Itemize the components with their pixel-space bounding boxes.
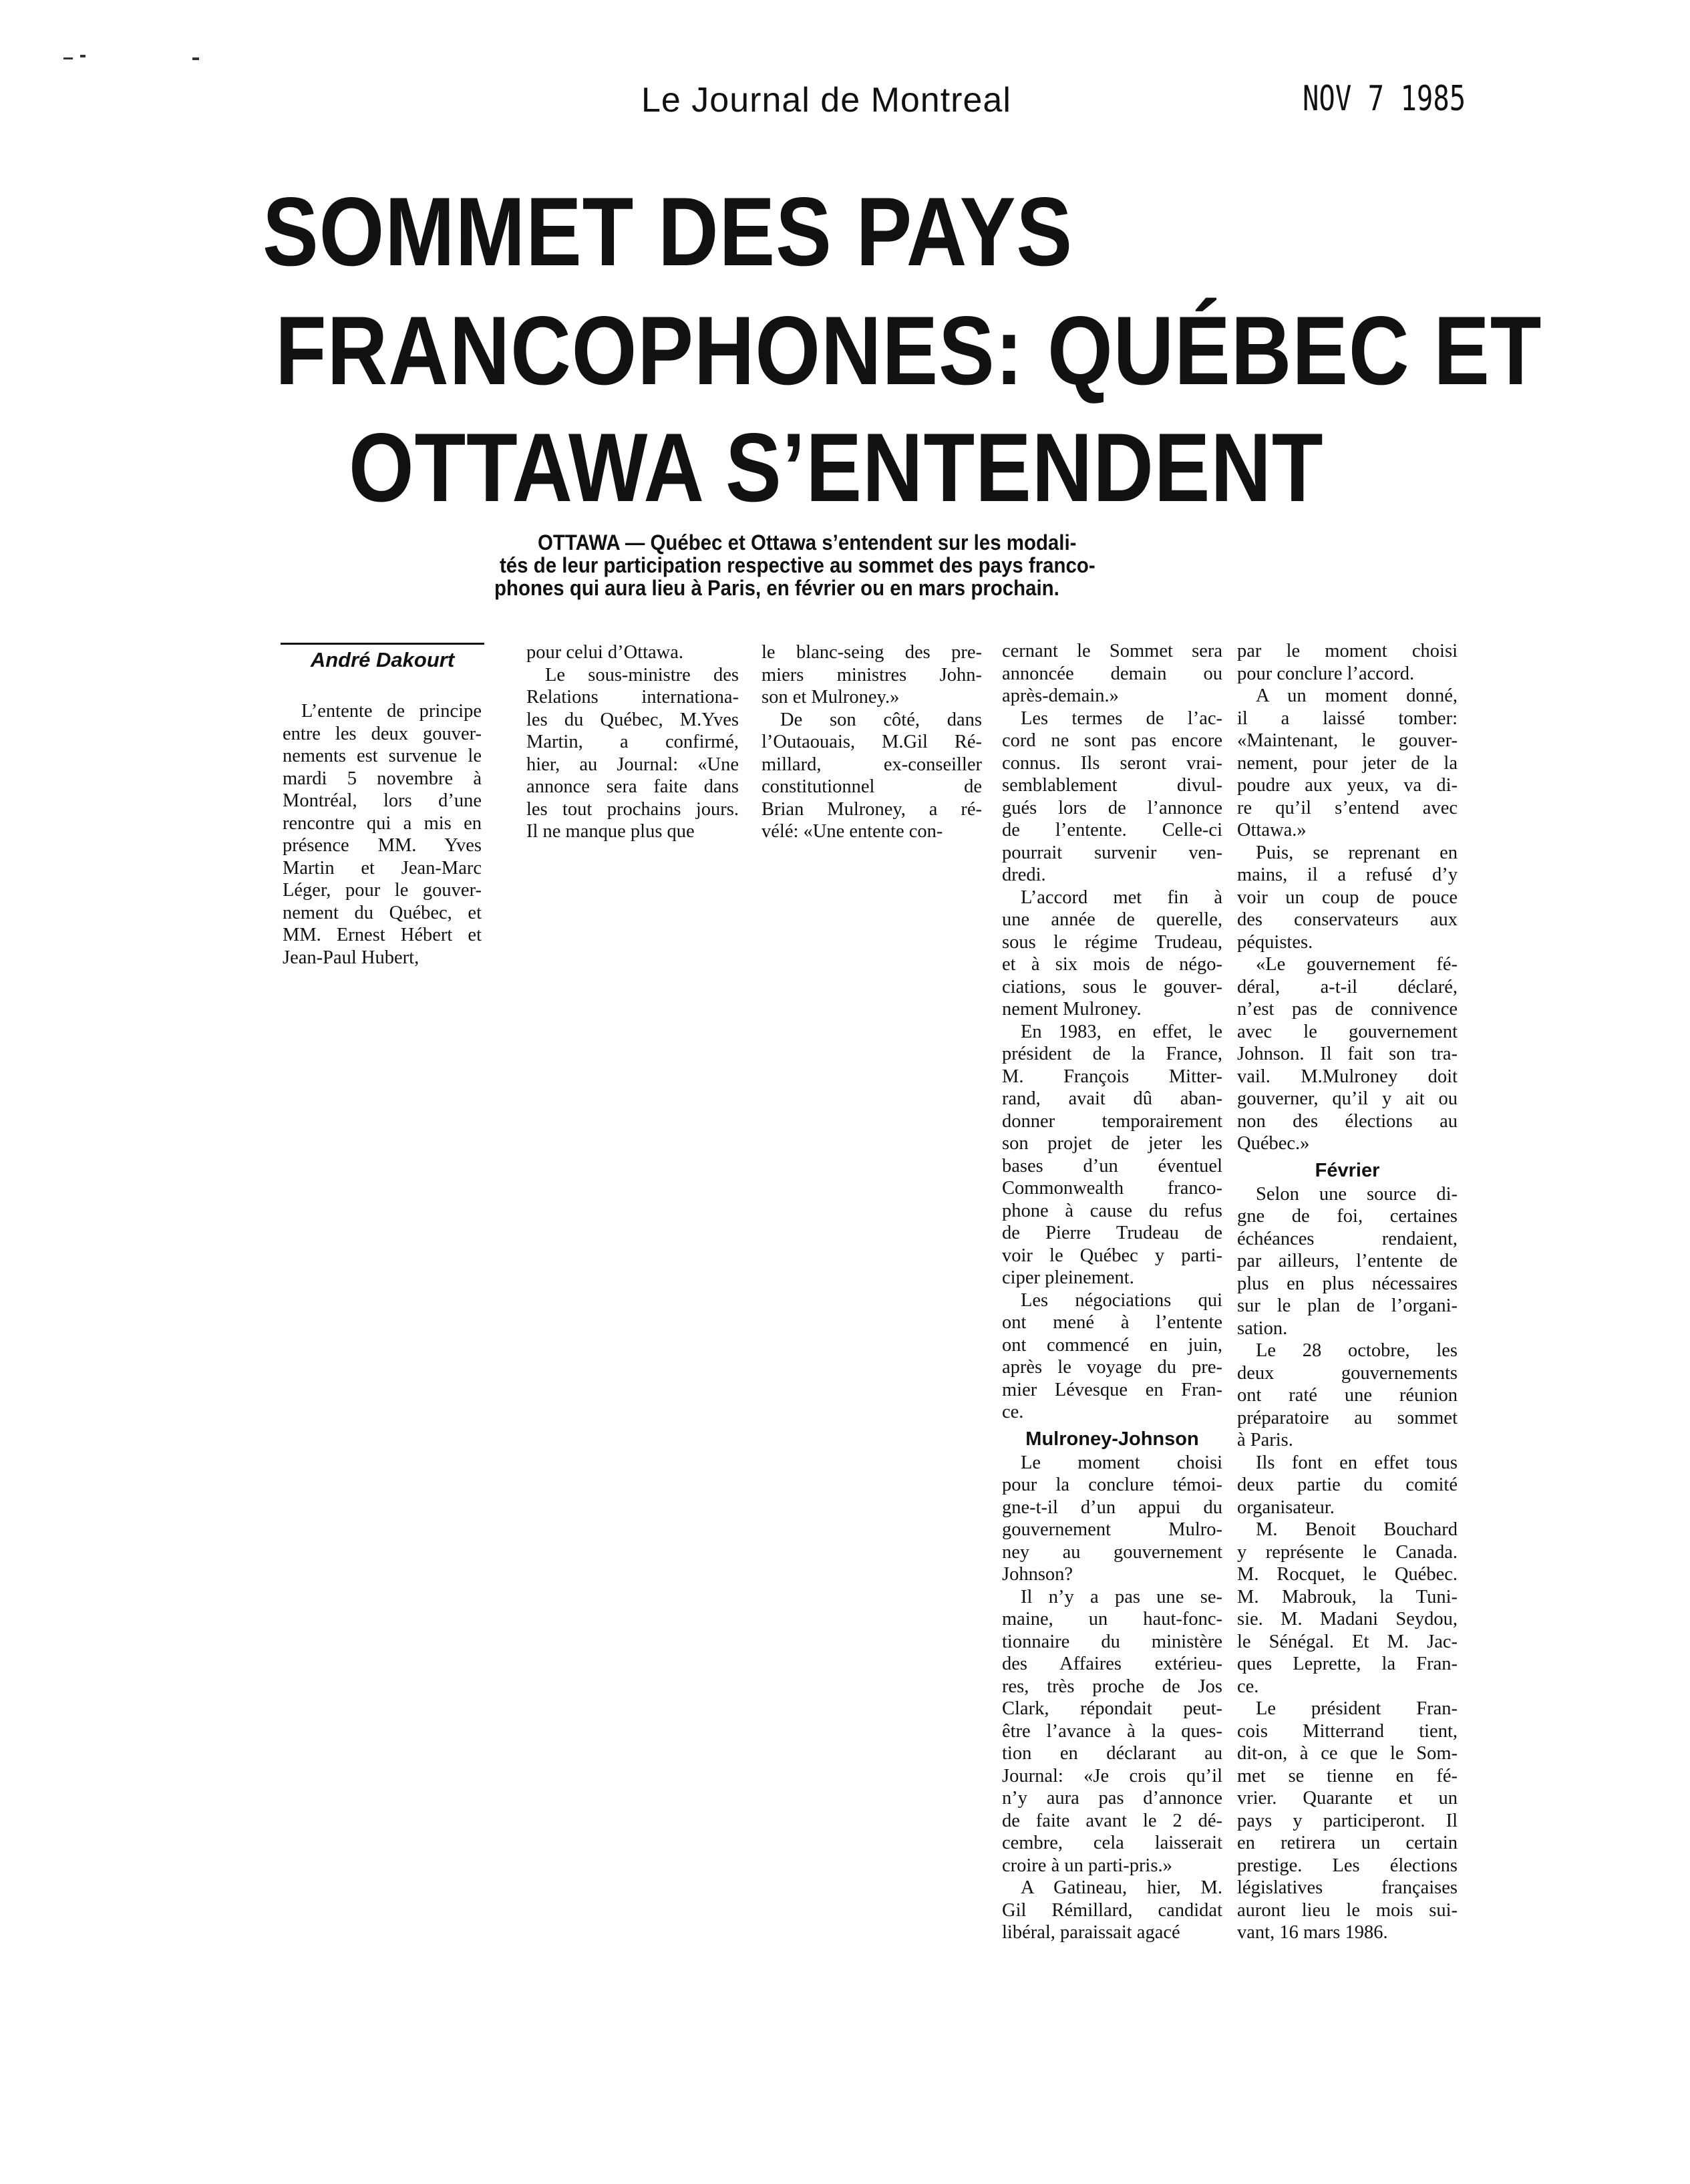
text-line: M. Rocquet, le Québec. — [1237, 1564, 1458, 1585]
subhead-mulroney-johnson: Mulroney-Johnson — [1025, 1428, 1199, 1450]
text-line: Le 28 octobre, les — [1256, 1340, 1458, 1361]
text-line: et à six mois de négo- — [1002, 954, 1222, 975]
text-line: miers ministres John- — [762, 664, 982, 685]
text-line: Québec.» — [1237, 1133, 1310, 1154]
text-line: constitutionnel de — [762, 776, 982, 797]
text-line: auront lieu le mois sui- — [1237, 1899, 1458, 1921]
text-line: le Sénégal. Et M. Jac- — [1237, 1631, 1458, 1652]
text-line: connus. Ils seront vrai- — [1002, 752, 1222, 774]
byline-rule — [281, 643, 484, 645]
text-line: cois Mitterrand tient, — [1237, 1720, 1458, 1742]
text-line: Jean-Paul Hubert, — [283, 947, 419, 968]
text-line: n’est pas de connivence — [1237, 999, 1458, 1020]
text-line: il a laissé tomber: — [1237, 708, 1458, 729]
text-line: ont raté une réunion — [1237, 1385, 1458, 1406]
text-line: Montréal, lors d’une — [283, 790, 482, 811]
text-line: libéral, paraissait agacé — [1002, 1922, 1180, 1943]
text-line: des conservateurs aux — [1237, 909, 1458, 930]
text-line: plus en plus nécessaires — [1237, 1273, 1458, 1294]
clipping-date-stamp: NOV 7 1985 — [1303, 79, 1466, 119]
scan-speck — [63, 57, 73, 59]
text-line: pour celui d’Ottawa. — [526, 642, 684, 663]
text-line: semblablement divul- — [1002, 775, 1222, 796]
text-line: Léger, pour le gouver- — [283, 880, 482, 901]
text-line: de Pierre Trudeau de — [1002, 1223, 1222, 1243]
text-line: par le moment choisi — [1237, 641, 1458, 661]
text-line: sous le régime Trudeau, — [1002, 931, 1222, 953]
text-line: être l’avance à la ques- — [1002, 1720, 1222, 1742]
text-line: Ils font en effet tous — [1256, 1452, 1458, 1473]
column-4-text-a — [1002, 640, 1222, 1424]
text-line: gne de foi, certaines — [1237, 1206, 1458, 1227]
newspaper-name: Le Journal de Montreal — [641, 81, 1011, 120]
text-line: croire à un parti-pris.» — [1002, 1855, 1172, 1876]
text-line: Puis, se reprenant en — [1256, 842, 1458, 863]
text-line: poudre aux yeux, va di- — [1237, 775, 1458, 796]
text-line: A Gatineau, hier, M. — [1021, 1877, 1222, 1898]
text-line: nement Mulroney. — [1002, 999, 1142, 1020]
text-line: Selon une source di- — [1256, 1183, 1458, 1205]
text-line: de faite avant le 2 dé- — [1002, 1810, 1222, 1831]
text-line: rand, avait dû aban- — [1002, 1088, 1222, 1109]
text-line: Ottawa.» — [1237, 820, 1307, 840]
text-line: deux partie du comité — [1237, 1474, 1458, 1495]
text-line: gouvernement Mulro- — [1002, 1519, 1222, 1540]
text-line: cembre, cela laisserait — [1002, 1833, 1222, 1853]
text-line: gouverner, qu’il y ait ou — [1237, 1088, 1458, 1109]
text-line: voir un coup de pouce — [1237, 887, 1458, 908]
text-line: nement, pour jeter de la — [1237, 752, 1458, 774]
text-line: M. François Mitter- — [1002, 1066, 1222, 1087]
text-line: res, très proche de Jos — [1002, 1676, 1222, 1697]
text-line: tionnaire du ministère — [1002, 1631, 1222, 1652]
text-line: son et Mulroney.» — [762, 687, 900, 708]
text-line: ce. — [1237, 1676, 1259, 1697]
text-line: voir le Québec y parti- — [1002, 1245, 1222, 1266]
text-line: échéances rendaient, — [1237, 1228, 1458, 1249]
text-line: déral, a-t-il déclaré, — [1237, 976, 1458, 997]
text-line: pays y participeront. Il — [1237, 1810, 1458, 1831]
text-line: présence MM. Yves — [283, 835, 482, 856]
text-line: y représente le Canada. — [1237, 1541, 1458, 1563]
text-line: M. Benoit Bouchard — [1256, 1519, 1458, 1540]
text-line: Il n’y a pas une se- — [1021, 1586, 1222, 1607]
text-line: En 1983, en effet, le — [1021, 1021, 1222, 1042]
scan-speck — [192, 57, 199, 60]
headline-line-2: FRANCOPHONES: QUÉBEC ET — [275, 296, 1542, 405]
text-line: entre les deux gouver- — [283, 723, 482, 744]
subhead-fevrier: Février — [1315, 1159, 1380, 1181]
headline-line-3: OTTAWA S’ENTENDENT — [349, 413, 1324, 522]
text-line: «Le gouvernement fé- — [1256, 954, 1458, 975]
text-line: re qu’il s’entend avec — [1237, 797, 1458, 818]
text-line: péquistes. — [1237, 931, 1313, 953]
text-line: deux gouvernements — [1237, 1362, 1458, 1384]
lede-line-3: phones qui aura lieu à Paris, en février ou en mars prochain. — [494, 576, 1059, 600]
text-line: «Maintenant, le gouver- — [1237, 730, 1458, 751]
text-line: sation. — [1237, 1317, 1288, 1339]
text-line: cord ne sont pas encore — [1002, 730, 1222, 751]
text-line: donner temporairement — [1002, 1110, 1222, 1132]
text-line: Brian Mulroney, a ré- — [762, 798, 982, 820]
scan-speck — [80, 55, 86, 57]
text-line: met se tienne en fé- — [1237, 1765, 1458, 1786]
text-line: prestige. Les élections — [1237, 1855, 1458, 1876]
article-column-3 — [762, 641, 982, 843]
text-line: tion en déclarant au — [1002, 1743, 1222, 1764]
text-line: nement du Québec, et — [283, 902, 482, 923]
text-line: le blanc-seing des pre- — [762, 642, 982, 663]
text-line: les du Québec, M.Yves — [526, 709, 739, 730]
text-line: son projet de jeter les — [1002, 1133, 1222, 1154]
column-5-text-b — [1237, 1183, 1458, 1944]
text-line: ciper pleinement. — [1002, 1267, 1134, 1288]
text-line: Journal: «Je crois qu’il — [1002, 1765, 1222, 1786]
text-line: sie. M. Madani Seydou, — [1237, 1609, 1458, 1629]
article-column-2 — [526, 641, 739, 843]
byline: André Dakourt — [310, 648, 455, 671]
text-line: président de la France, — [1002, 1044, 1222, 1064]
text-line: gne-t-il d’un appui du — [1002, 1497, 1222, 1518]
text-line: Johnson. Il fait son tra- — [1237, 1044, 1458, 1064]
text-line: mier Lévesque en Fran- — [1002, 1379, 1222, 1400]
text-line: M. Mabrouk, la Tuni- — [1237, 1586, 1458, 1607]
text-line: Clark, répondait peut- — [1002, 1698, 1222, 1719]
text-line: Il ne manque plus que — [526, 821, 695, 842]
article-column-5 — [1237, 640, 1458, 1944]
text-line: ney au gouvernement — [1002, 1541, 1222, 1563]
text-line: législatives françaises — [1237, 1877, 1458, 1898]
text-line: dit-on, à ce que le Som- — [1237, 1743, 1458, 1764]
text-line: De son côté, dans — [780, 709, 982, 730]
text-line: phone à cause du refus — [1002, 1200, 1222, 1221]
column-4-text-b — [1002, 1452, 1222, 1944]
text-line: Gil Rémillard, candidat — [1002, 1899, 1222, 1921]
text-line: Les termes de l’ac- — [1021, 708, 1222, 729]
text-line: maine, un haut-fonc- — [1002, 1609, 1222, 1629]
text-line: rencontre qui a mis en — [283, 812, 482, 834]
text-line: annoncée demain ou — [1002, 663, 1222, 684]
text-line: non des élections au — [1237, 1110, 1458, 1132]
text-line: vail. M.Mulroney doit — [1237, 1066, 1458, 1087]
text-line: Le sous-ministre des — [545, 664, 739, 685]
text-line: avec le gouvernement — [1237, 1021, 1458, 1042]
headline-line-1: SOMMET DES PAYS — [263, 177, 1073, 286]
text-line: ont mené à l’entente — [1002, 1312, 1222, 1333]
text-line: ciations, sous le gouver- — [1002, 976, 1222, 997]
text-line: Les négociations qui — [1021, 1289, 1222, 1311]
text-line: nements est survenue le — [283, 746, 482, 766]
text-line: ques Leprette, la Fran- — [1237, 1654, 1458, 1674]
text-line: Martin et Jean-Marc — [283, 857, 482, 879]
text-line: par ailleurs, l’entente de — [1237, 1251, 1458, 1271]
text-line: Le président Fran- — [1256, 1698, 1458, 1719]
text-line: Johnson? — [1002, 1564, 1073, 1585]
text-line: mains, il a refusé d’y — [1237, 865, 1458, 885]
text-line: dredi. — [1002, 865, 1046, 885]
text-line: pourrait survenir ven- — [1002, 842, 1222, 863]
text-line: à Paris. — [1237, 1430, 1293, 1450]
text-line: bases d’un éventuel — [1002, 1155, 1222, 1177]
text-line: n’y aura pas d’annonce — [1002, 1788, 1222, 1809]
text-line: MM. Ernest Hébert et — [283, 925, 482, 945]
text-line: ont commencé en juin, — [1002, 1334, 1222, 1356]
text-line: une année de querelle, — [1002, 909, 1222, 930]
text-line: pour conclure l’accord. — [1237, 663, 1415, 684]
text-line: vélé: «Une entente con- — [762, 821, 943, 842]
text-line: de l’entente. Celle-ci — [1002, 820, 1222, 840]
text-line: Le moment choisi — [1021, 1452, 1222, 1473]
text-line: Commonwealth franco- — [1002, 1178, 1222, 1199]
text-line: mardi 5 novembre à — [283, 768, 482, 789]
lede-line-2: tés de leur participation respective au sommet des pays franco- — [500, 553, 1095, 577]
text-line: ce. — [1002, 1402, 1024, 1422]
text-line: millard, ex-conseiller — [762, 754, 982, 775]
text-line: L’entente de principe — [301, 701, 482, 722]
text-line: en retirera un certain — [1237, 1833, 1458, 1853]
text-line: hier, au Journal: «Une — [526, 754, 739, 775]
text-line: vant, 16 mars 1986. — [1237, 1922, 1388, 1943]
text-line: Martin, a confirmé, — [526, 732, 739, 752]
text-line: préparatoire au sommet — [1237, 1407, 1458, 1428]
text-line: des Affaires extérieu- — [1002, 1654, 1222, 1674]
text-line: A un moment donné, — [1256, 685, 1458, 706]
text-line: gués lors de l’annonce — [1002, 797, 1222, 818]
text-line: les tout prochains jours. — [526, 798, 739, 820]
text-line: vrier. Quarante et un — [1237, 1788, 1458, 1809]
text-line: pour la conclure témoi- — [1002, 1474, 1222, 1495]
column-5-text-a — [1237, 640, 1458, 1155]
text-line: L’accord met fin à — [1021, 887, 1222, 908]
text-line: sur le plan de l’organi- — [1237, 1295, 1458, 1316]
text-line: cernant le Sommet sera — [1002, 641, 1222, 661]
article-column-1 — [283, 700, 482, 969]
text-line: annonce sera faite dans — [526, 776, 739, 797]
text-line: Relations internationa- — [526, 687, 739, 708]
text-line: après le voyage du pre- — [1002, 1357, 1222, 1378]
text-line: organisateur. — [1237, 1497, 1335, 1518]
lede-line-1: OTTAWA — Québec et Ottawa s’entendent sur les modali- — [538, 530, 1077, 555]
article-column-4 — [1002, 640, 1222, 1944]
text-line: après-demain.» — [1002, 685, 1119, 706]
text-line: l’Outaouais, M.Gil Ré- — [762, 732, 982, 752]
